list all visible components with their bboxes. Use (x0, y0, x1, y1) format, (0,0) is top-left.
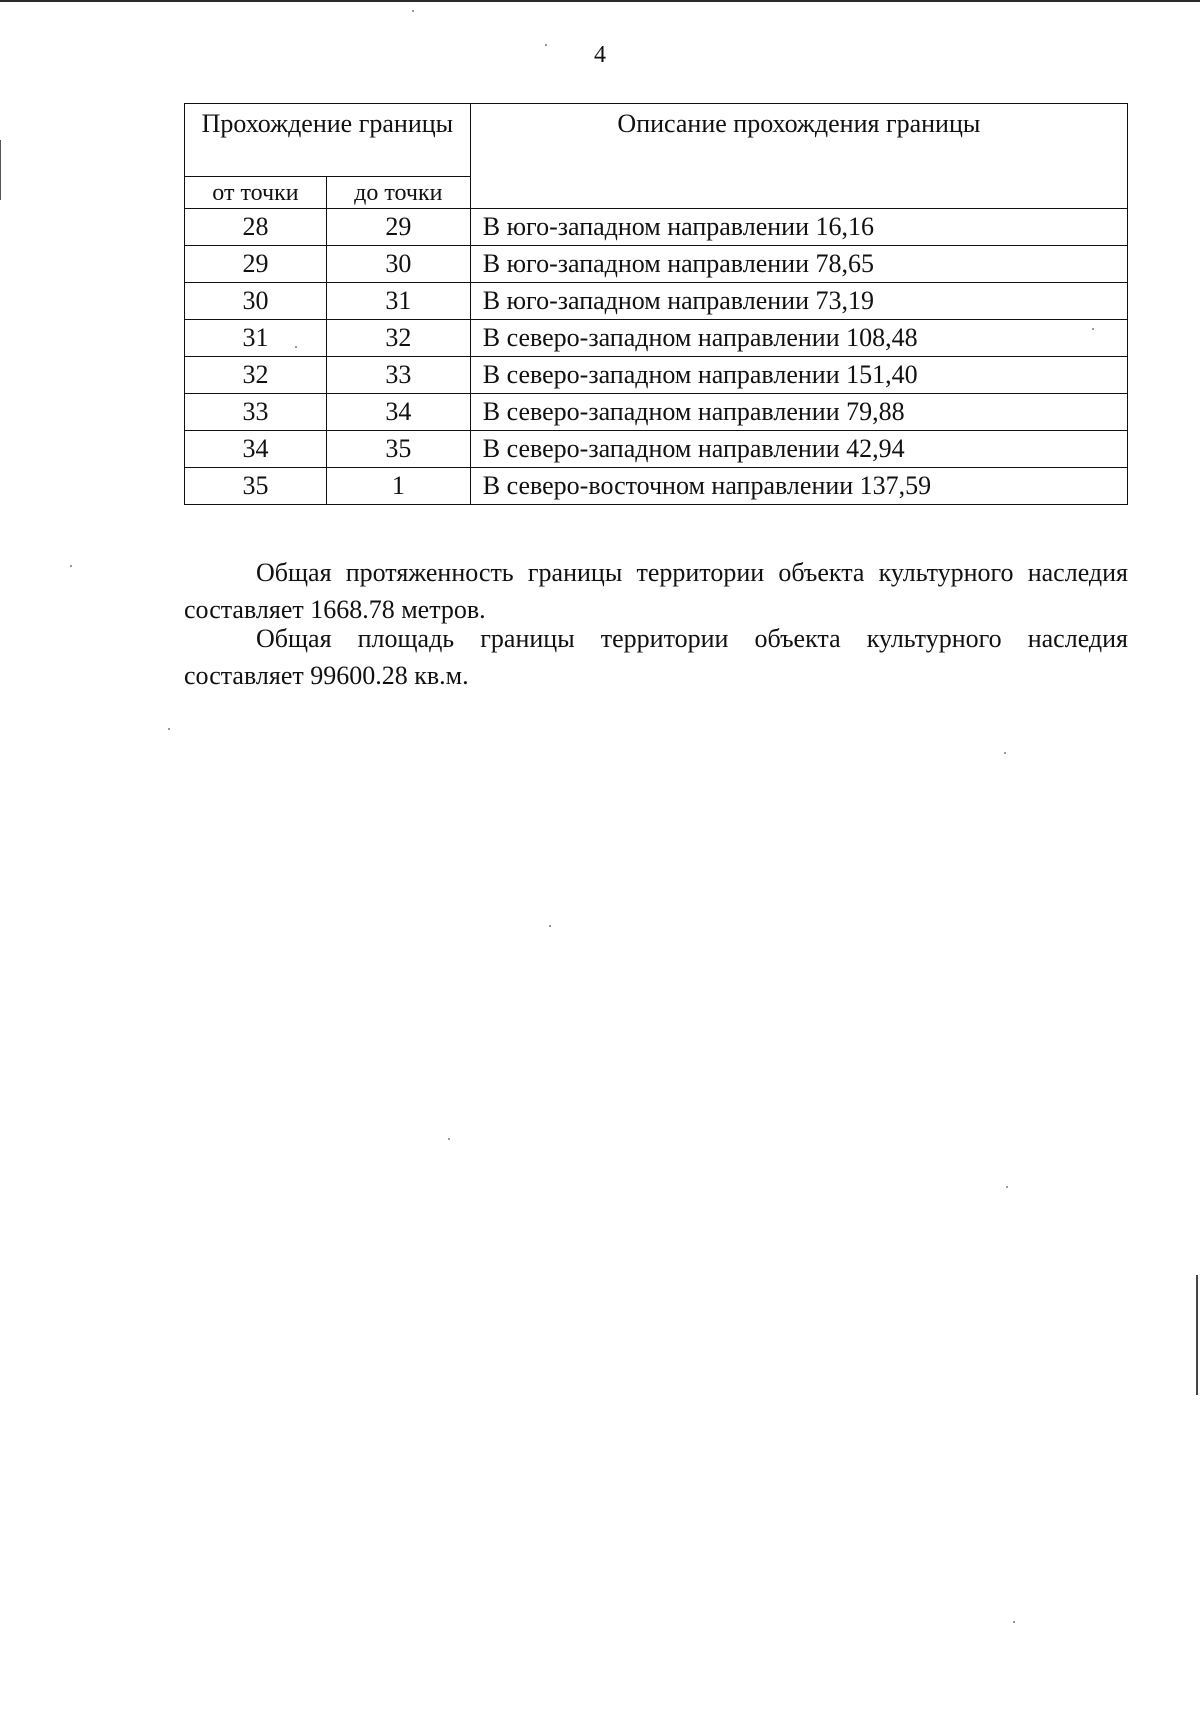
description-cell: В северо-западном направлении 42,94 (470, 431, 1127, 468)
scan-speck (1092, 328, 1094, 330)
table-row (185, 209, 1128, 246)
scan-speck (412, 10, 414, 12)
scan-top-edge (0, 0, 1200, 2)
scan-speck (448, 1138, 450, 1140)
to-point-cell: 29 (326, 209, 470, 246)
table-row (185, 357, 1128, 394)
to-point-cell: 34 (326, 394, 470, 431)
description-cell: В северо-западном направлении 108,48 (470, 320, 1127, 357)
to-point-cell: 35 (326, 431, 470, 468)
scan-speck (295, 346, 297, 348)
description-cell: В юго-западном направлении 78,65 (470, 246, 1127, 283)
to-point-cell: 33 (326, 357, 470, 394)
table-header-row (185, 104, 1128, 177)
description-cell: В северо-западном направлении 79,88 (470, 394, 1127, 431)
from-point-cell: 29 (185, 246, 327, 283)
header-passage: Прохождение границы (185, 104, 471, 177)
page-number: 4 (594, 42, 606, 68)
from-point-cell: 33 (185, 394, 327, 431)
header-to-point: до точки (326, 177, 470, 209)
description-cell: В юго-западном направлении 16,16 (470, 209, 1127, 246)
total-area-paragraph: Общая площадь границы территории объекта культурного наследия составляет 99600.28 кв.м. (184, 624, 1128, 690)
to-point-cell: 1 (326, 468, 470, 505)
scan-speck (1004, 752, 1006, 754)
table-row (185, 431, 1128, 468)
from-point-cell: 28 (185, 209, 327, 246)
to-point-cell: 30 (326, 246, 470, 283)
from-point-cell: 31 (185, 320, 327, 357)
description-cell: В юго-западном направлении 73,19 (470, 283, 1127, 320)
scan-speck (70, 565, 72, 567)
header-from-point: от точки (185, 177, 327, 209)
header-description: Описание прохождения границы (470, 104, 1127, 209)
from-point-cell: 35 (185, 468, 327, 505)
description-cell: В северо-восточном направлении 137,59 (470, 468, 1127, 505)
table-row (185, 468, 1128, 505)
to-point-cell: 31 (326, 283, 470, 320)
description-cell: В северо-западном направлении 151,40 (470, 357, 1127, 394)
scan-speck (545, 44, 547, 46)
table-row (185, 320, 1128, 357)
scan-speck (1006, 1186, 1008, 1188)
scan-speck (1013, 1621, 1015, 1623)
from-point-cell: 34 (185, 431, 327, 468)
scan-speck (549, 925, 551, 927)
scan-left-edge (0, 140, 1, 200)
to-point-cell: 32 (326, 320, 470, 357)
from-point-cell: 30 (185, 283, 327, 320)
scan-right-edge (1196, 1275, 1198, 1395)
table-row (185, 283, 1128, 320)
boundary-table (184, 103, 1128, 505)
table-row (185, 246, 1128, 283)
total-length-paragraph: Общая протяженность границы территории объекта культурного наследия составляет 1668.78 метров. (184, 558, 1128, 624)
from-point-cell: 32 (185, 357, 327, 394)
table-row (185, 394, 1128, 431)
scan-speck (168, 728, 170, 730)
